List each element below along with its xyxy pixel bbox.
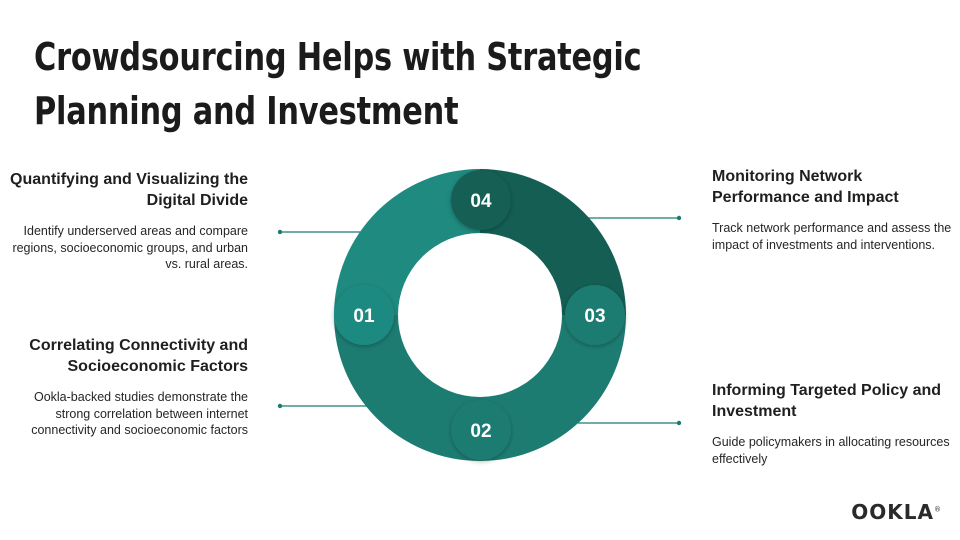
logo-registered-mark: ® bbox=[934, 505, 942, 514]
connector-01-dot bbox=[278, 230, 282, 234]
step-03-body: Track network performance and assess the impact of investments and interventions. bbox=[712, 221, 952, 252]
step-01-number: 01 bbox=[353, 306, 375, 327]
connector-02-dot bbox=[278, 404, 282, 408]
step-02-body: Ookla-backed studies demonstrate the strong correlation between internet connectivity and socioeconomic factors bbox=[31, 390, 248, 437]
step-04-heading: Informing Targeted Policy and Investment bbox=[712, 382, 942, 420]
step-02-heading: Correlating Connectivity and Socioeconomic Factors bbox=[29, 337, 248, 375]
step-03-number: 03 bbox=[584, 306, 606, 327]
step-03-marker bbox=[565, 285, 625, 345]
step-01-body: Identify underserved areas and compare regions, socioeconomic groups, and urban vs. rural areas. bbox=[12, 224, 248, 271]
step-01-marker bbox=[334, 285, 394, 345]
step-01-heading: Quantifying and Visualizing the Digital Divide bbox=[10, 171, 248, 209]
step-02-marker bbox=[451, 400, 511, 460]
step-04-number: 04 bbox=[470, 191, 492, 212]
connector-04-dot bbox=[677, 421, 681, 425]
connector-03-dot bbox=[677, 216, 681, 220]
step-04-marker bbox=[451, 170, 511, 230]
ookla-logo bbox=[851, 500, 942, 524]
slide-title: Crowdsourcing Helps with Strategic Planning and Investment bbox=[34, 35, 642, 133]
logo-wordmark: OOKLA bbox=[851, 500, 934, 524]
step-04-body: Guide policymakers in allocating resources effectively bbox=[712, 435, 950, 466]
step-03-heading: Monitoring Network Performance and Impact bbox=[712, 168, 899, 206]
step-02-number: 02 bbox=[470, 421, 492, 442]
